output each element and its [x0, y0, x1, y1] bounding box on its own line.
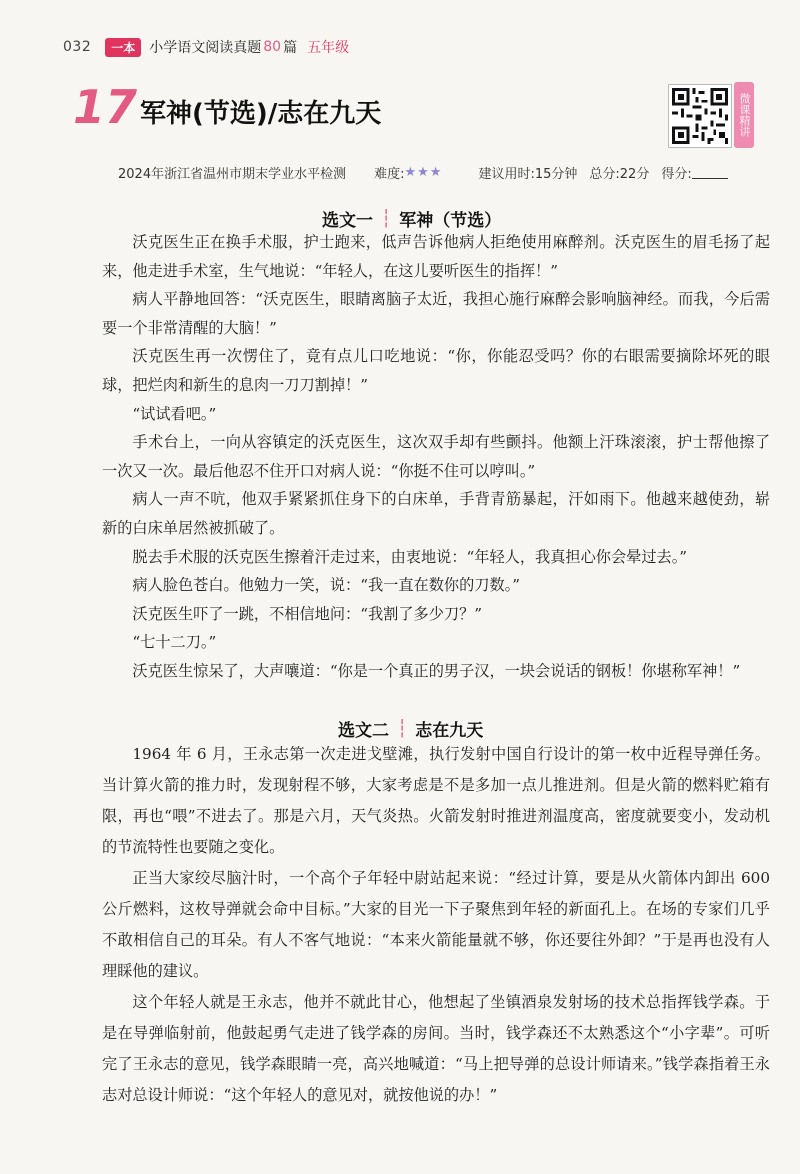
- qr-code-icon[interactable]: [668, 84, 732, 148]
- paragraph: 这个年轻人就是王永志，他并不就此甘心，他想起了坐镇酒泉发射场的技术总指挥钱学森。于是在导弹临射前，他鼓起勇气走进了钱学森的房间。当时，钱学森还不太熟悉这个“小字辈”。可听完了王永志的意见，钱学森眼睛一亮，高兴地喊道：“马上把导弹的总设计师请来。”钱学森指着王永志对总设计师说：“这个年轻人的意见对，就按他说的办！”: [102, 993, 770, 1104]
- paragraph: 脱去手术服的沃克医生擦着汗走过来，由衷地说：“年轻人，我真担心你会晕过去。”: [132, 547, 688, 566]
- section2-heading: [338, 716, 483, 741]
- difficulty-label: 难度:: [374, 166, 405, 182]
- video-lesson-tag[interactable]: 微课精讲: [734, 82, 754, 148]
- section1-label: 选文一: [322, 211, 373, 231]
- score-blank[interactable]: [692, 166, 728, 179]
- exam-source: 2024年浙江省温州市期末学业水平检测: [118, 166, 347, 182]
- paragraph: 沃克医生正在换手术服，护士跑来，低声告诉他病人拒绝使用麻醉剂。沃克医生的眉毛扬了起来，他走进手术室，生气地说：“年轻人，在这儿要听医生的指挥！”: [102, 233, 770, 280]
- suggested-time: 建议用时:15分钟: [478, 166, 578, 182]
- paragraph: “试试看吧。”: [132, 404, 217, 423]
- lesson-number: 17: [73, 80, 138, 134]
- paragraph: 沃克医生吓了一跳，不相信地问：“我割了多少刀？”: [132, 604, 483, 623]
- brand-logo: 一本: [105, 38, 141, 57]
- running-header: [63, 36, 349, 58]
- book-grade: 五年级: [307, 40, 350, 56]
- section1-separator: ┆: [381, 208, 392, 229]
- book-title: 小学语文阅读真题: [149, 40, 262, 56]
- paragraph: “七十二刀。”: [132, 633, 217, 652]
- paragraph: 病人一声不吭，他双手紧紧抓住身下的白床单，手背青筋暴起，汗如雨下。他越来越使劲，崭新的白床单居然被抓破了。: [102, 490, 770, 537]
- page-number: 032: [63, 39, 92, 55]
- exam-info-row: [118, 161, 778, 183]
- difficulty-stars-icon: ★★★: [404, 164, 443, 180]
- book-unit: 篇: [283, 40, 298, 56]
- section2-title: 志在九天: [415, 721, 484, 741]
- paragraph: 正当大家绞尽脑汁时，一个高个子年轻中尉站起来说：“经过计算，要是从火箭体内卸出 600 公斤燃料，这枚导弹就会命中目标。”大家的目光一下子聚焦到年轻的新面孔上。在场的专家们几乎不敢相信自己的耳朵。有人不客气地说：“本来火箭能量就不够，你还要往外卸？”于是再也没有人理睬他的建议。: [102, 869, 770, 980]
- section2-separator: ┆: [397, 718, 408, 739]
- paragraph: 沃克医生再一次愣住了，竟有点儿口吃地说：“你，你能忍受吗？你的右眼需要摘除坏死的眼球，把烂肉和新生的息肉一刀刀割掉！”: [102, 347, 770, 394]
- paragraph: 1964 年 6 月，王永志第一次走进戈壁滩，执行发射中国自行设计的第一枚中近程导弹任务。当计算火箭的推力时，发现射程不够，大家考虑是不是多加一点儿推进剂。但是火箭的燃料贮箱有限，再也“喂”不进去了。那是六月，天气炎热。火箭发射时推进剂温度高，密度就要变小，发动机的节流特性也要随之变化。: [102, 745, 770, 856]
- paragraph: 病人平静地回答：“沃克医生，眼睛离脑子太近，我担心施行麻醉会影响脑神经。而我，今后需要一个非常清醒的大脑！”: [102, 290, 770, 337]
- book-count: 80: [263, 39, 282, 55]
- section2-body: [102, 739, 770, 1111]
- paragraph: 沃克医生惊呆了，大声嚷道：“你是一个真正的男子汉，一块会说话的钢板！你堪称军神！”: [132, 661, 741, 680]
- section1-body: [102, 228, 770, 686]
- paragraph: 手术台上，一向从容镇定的沃克医生，这次双手却有些颤抖。他额上汗珠滚滚，护士帮他擦了一次又一次。最后他忍不住开口对病人说：“你挺不住可以哼叫。”: [102, 433, 770, 480]
- total-score: 总分:22分: [589, 166, 650, 182]
- section2-label: 选文二: [338, 721, 389, 741]
- score-label: 得分:: [661, 166, 692, 182]
- lesson-title: 军神(节选)/志在九天: [140, 99, 382, 129]
- section1-title: 军神（节选）: [399, 211, 502, 231]
- paragraph: 病人脸色苍白。他勉力一笑，说：“我一直在数你的刀数。”: [132, 576, 521, 595]
